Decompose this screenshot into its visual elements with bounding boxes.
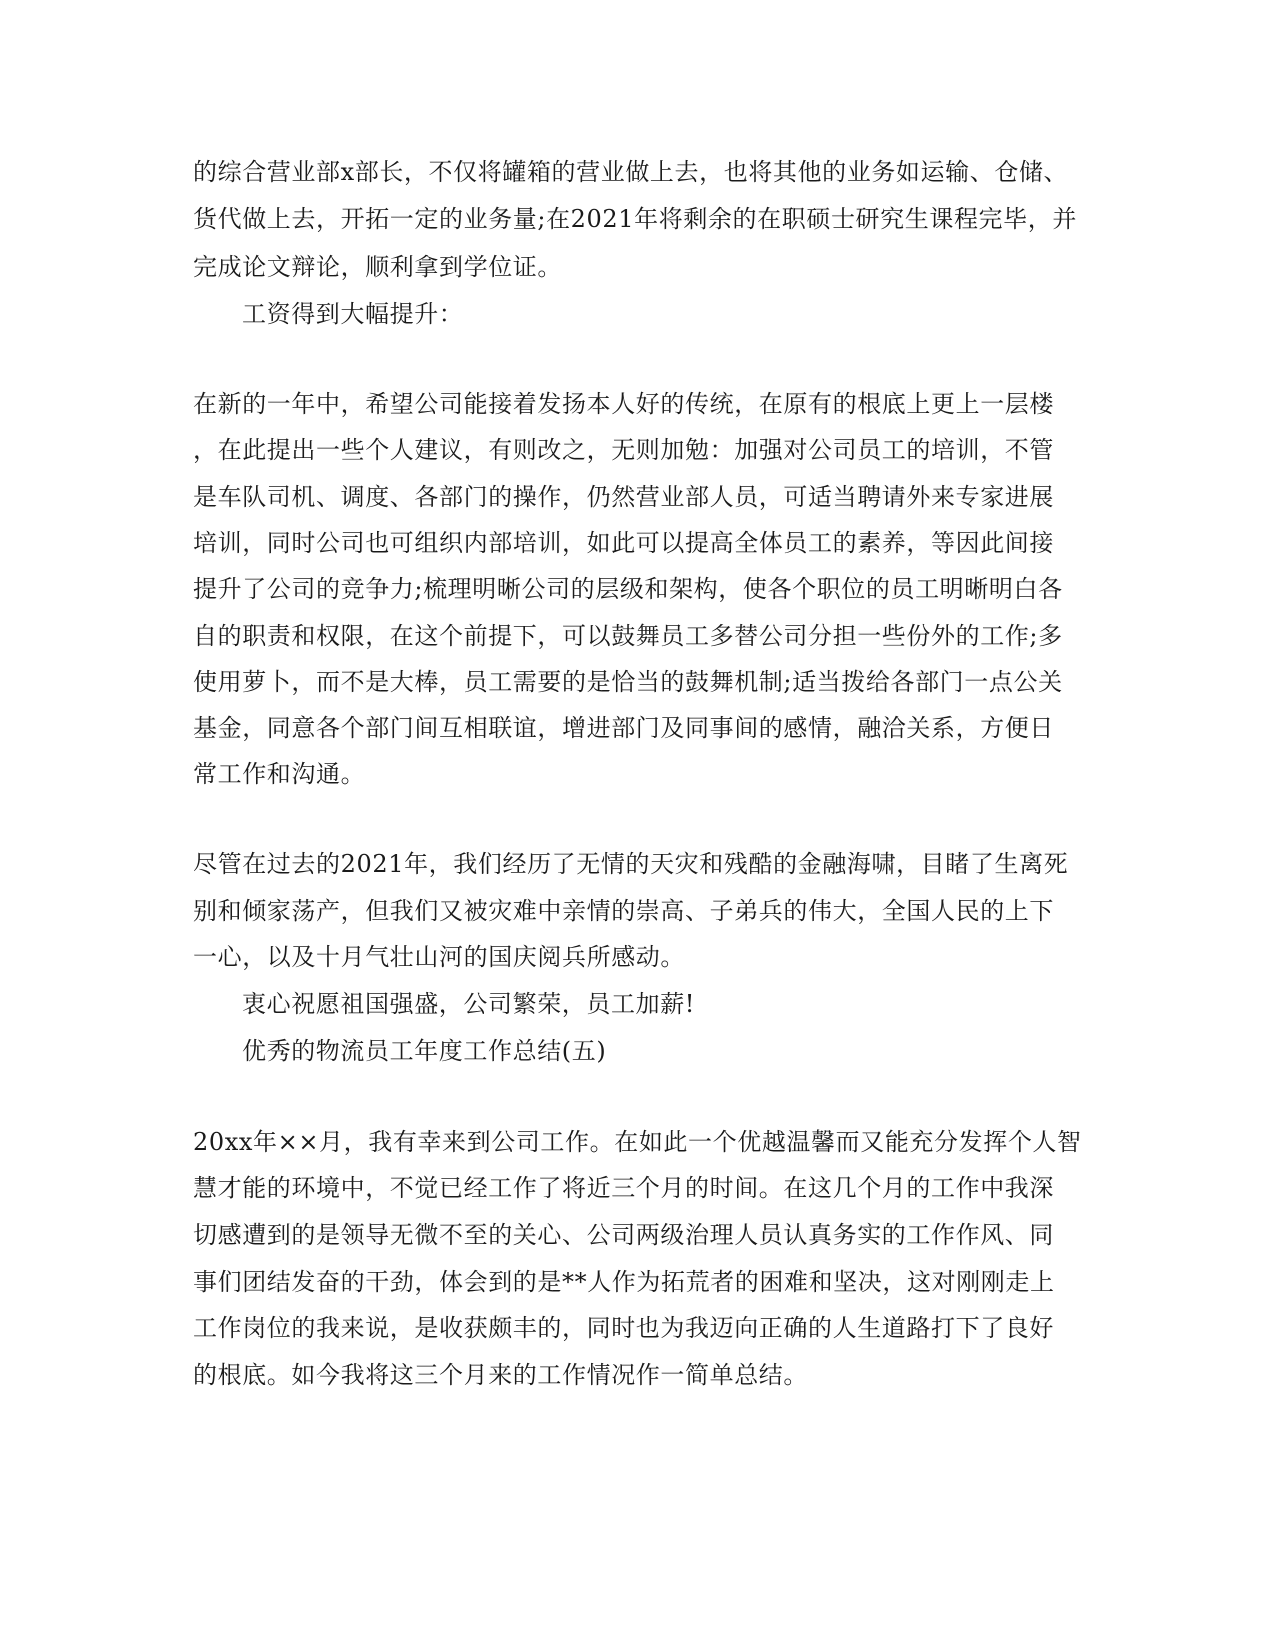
text-line: 常工作和沟通。: [193, 760, 366, 788]
text-line: 基金，同意各个部门间互相联谊，增进部门及同事间的感情，融洽关系，方便日: [193, 714, 1054, 742]
text-line: 使用萝卜，而不是大棒，员工需要的是恰当的鼓舞机制;适当拨给各部门一点公关: [193, 668, 1063, 696]
text-line: 工作岗位的我来说，是收获颇丰的，同时也为我迈向正确的人生道路打下了良好: [193, 1314, 1054, 1342]
text-line: 事们团结发奋的干劲，体会到的是**人作为拓荒者的困难和坚决，这对刚刚走上: [193, 1268, 1055, 1296]
text-line: 自的职责和权限，在这个前提下，可以鼓舞员工多替公司分担一些份外的工作;多: [193, 622, 1063, 650]
section-title: 优秀的物流员工年度工作总结(五): [242, 1037, 607, 1065]
text-line: 别和倾家荡产，但我们又被灾难中亲情的崇高、子弟兵的伟大，全国人民的上下: [193, 897, 1054, 925]
text-line: 切感遭到的是领导无微不至的关心、公司两级治理人员认真务实的工作作风、同: [193, 1221, 1054, 1249]
text-line: 衷心祝愿祖国强盛，公司繁荣，员工加薪!: [242, 990, 696, 1018]
text-line: 一心，以及十月气壮山河的国庆阅兵所感动。: [193, 943, 685, 971]
text-line: 慧才能的环境中，不觉已经工作了将近三个月的时间。在这几个月的工作中我深: [193, 1174, 1054, 1202]
text-line: 完成论文辩论，顺利拿到学位证。: [193, 253, 562, 281]
text-line: ，在此提出一些个人建议，有则改之，无则加勉：加强对公司员工的培训，不管: [193, 436, 1054, 464]
text-line: 货代做上去，开拓一定的业务量;在2021年将剩余的在职硕士研究生课程完毕，并: [193, 205, 1077, 233]
text-line: 的根底。如今我将这三个月来的工作情况作一简单总结。: [193, 1361, 808, 1389]
text-line: 是车队司机、调度、各部门的操作，仍然营业部人员，可适当聘请外来专家进展: [193, 483, 1054, 511]
section-heading: 工资得到大幅提升：: [242, 300, 464, 328]
text-line: 20xx年××月，我有幸来到公司工作。在如此一个优越温馨而又能充分发挥个人智: [193, 1128, 1082, 1156]
text-line: 提升了公司的竞争力;梳理明晰公司的层级和架构，使各个职位的员工明晰明白各: [193, 575, 1063, 603]
text-line: 尽管在过去的2021年，我们经历了无情的天灾和残酷的金融海啸，目睹了生离死: [193, 850, 1069, 878]
text-line: 的综合营业部x部长，不仅将罐箱的营业做上去，也将其他的业务如运输、仓储、: [193, 158, 1069, 186]
text-line: 在新的一年中，希望公司能接着发扬本人好的传统，在原有的根底上更上一层楼: [193, 390, 1054, 418]
text-line: 培训，同时公司也可组织内部培训，如此可以提高全体员工的素养，等因此间接: [193, 529, 1054, 557]
